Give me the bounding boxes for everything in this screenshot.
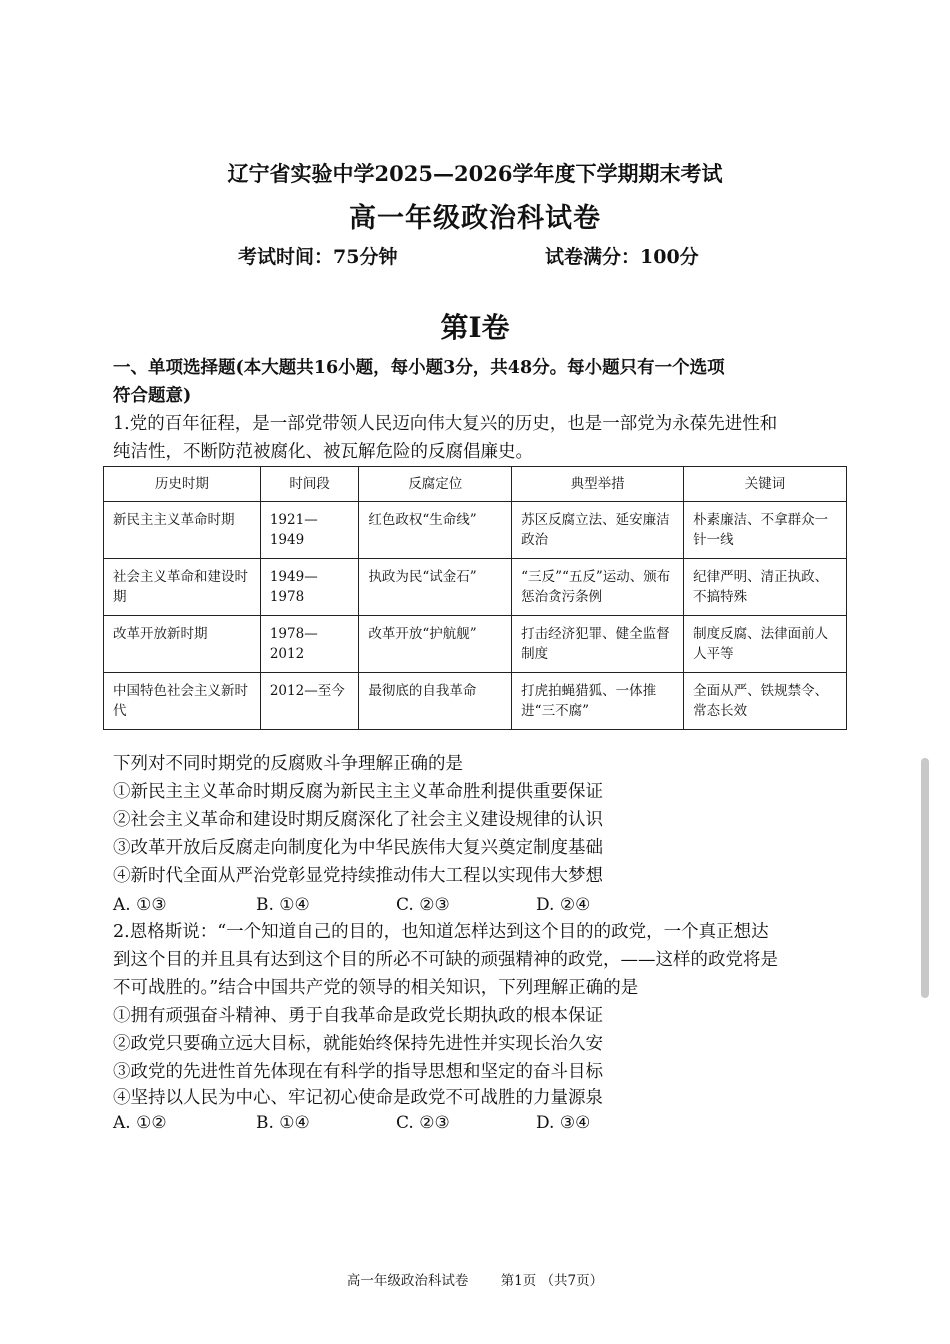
footer-paper-name: 高一年级政治科试卷 [346, 1273, 469, 1289]
table-cell: 制度反腐、法律面前人人平等 [684, 616, 847, 673]
choice-b[interactable]: B. ①④ [256, 895, 310, 915]
table-header-cell: 时间段 [260, 467, 359, 502]
section-heading-line2: 符合题意) [113, 386, 192, 406]
table-header-cell: 关键词 [684, 467, 847, 502]
table-cell: 新民主主义革命时期 [104, 502, 261, 559]
table-header-cell: 历史时期 [104, 467, 261, 502]
q1-question: 下列对不同时期党的反腐败斗争理解正确的是 [113, 754, 463, 774]
q1-option: ①新民主主义革命时期反腐为新民主主义革命胜利提供重要保证 [113, 782, 603, 802]
table-cell: “三反”“五反”运动、颁布惩治贪污条例 [512, 559, 684, 616]
exam-title: 辽宁省实验中学2025—2026学年度下学期期末考试 [227, 161, 723, 186]
q2-choices [113, 1110, 590, 1136]
choice-b[interactable]: B. ①④ [256, 1113, 310, 1133]
choice-d[interactable]: D. ②④ [536, 895, 591, 915]
q1-choices [113, 892, 590, 918]
choice-a[interactable]: A. ①③ [113, 895, 167, 915]
table-cell: 社会主义革命和建设时期 [104, 559, 261, 616]
q2-stem-line3: 不可战胜的。”结合中国共产党的领导的相关知识，下列理解正确的是 [113, 978, 639, 998]
table-cell: 执政为民“试金石” [359, 559, 512, 616]
q1-stem-line1: 1.党的百年征程，是一部党带领人民迈向伟大复兴的历史，也是一部党为永葆先进性和 [113, 414, 778, 434]
table-cell: 最彻底的自我革命 [359, 673, 512, 730]
q2-option: ①拥有顽强奋斗精神、勇于自我革命是政党长期执政的根本保证 [113, 1006, 603, 1026]
section-heading-line1: 一、单项选择题(本大题共16小题，每小题3分，共48分。每小题只有一个选项 [113, 358, 725, 378]
table-cell: 纪律严明、清正执政、不搞特殊 [684, 559, 847, 616]
table-cell: 改革开放“护航舰” [359, 616, 512, 673]
q1-option: ④新时代全面从严治党彰显党持续推动伟大工程以实现伟大梦想 [113, 866, 603, 886]
q1-option: ③改革开放后反腐走向制度化为中华民族伟大复兴奠定制度基础 [113, 838, 603, 858]
q1-option: ②社会主义革命和建设时期反腐深化了社会主义建设规律的认识 [113, 810, 603, 830]
q2-option: ②政党只要确立远大目标，就能始终保持先进性并实现长治久安 [113, 1034, 603, 1054]
volume-heading: 第Ⅰ卷 [440, 311, 510, 344]
anti-corruption-table [103, 466, 847, 730]
table-row [104, 502, 847, 559]
table-cell: 2012—至今 [260, 673, 359, 730]
table-row [104, 559, 847, 616]
q2-stem-line1: 2.恩格斯说：“一个知道自己的目的，也知道怎样达到这个目的的政党，一个真正想达 [113, 922, 769, 942]
table-row [104, 616, 847, 673]
table-header-row [104, 467, 847, 502]
q2-option: ③政党的先进性首先体现在有科学的指导思想和坚定的奋斗目标 [113, 1062, 603, 1082]
table-header-cell: 典型举措 [512, 467, 684, 502]
page-footer [0, 1269, 950, 1289]
q1-stem-line2: 纯洁性，不断防范被腐化、被瓦解危险的反腐倡廉史。 [113, 442, 533, 462]
table-cell: 朴素廉洁、不拿群众一针一线 [684, 502, 847, 559]
choice-a[interactable]: A. ①② [113, 1113, 167, 1133]
footer-page-number: 第1页 （共7页） [500, 1273, 604, 1289]
choice-c[interactable]: C. ②③ [396, 1113, 450, 1133]
choice-c[interactable]: C. ②③ [396, 895, 450, 915]
table-cell: 中国特色社会主义新时代 [104, 673, 261, 730]
table-row [104, 673, 847, 730]
table-cell: 1978—2012 [260, 616, 359, 673]
choice-d[interactable]: D. ③④ [536, 1113, 591, 1133]
exam-time: 考试时间：75分钟 [238, 246, 398, 268]
table-cell: 红色政权“生命线” [359, 502, 512, 559]
table-cell: 全面从严、铁规禁令、常态长效 [684, 673, 847, 730]
table-cell: 打虎拍蝇猎狐、一体推进“三不腐” [512, 673, 684, 730]
vertical-scrollbar[interactable] [921, 758, 929, 998]
table-cell: 打击经济犯罪、健全监督制度 [512, 616, 684, 673]
table-cell: 1949—1978 [260, 559, 359, 616]
paper-title: 高一年级政治科试卷 [349, 203, 601, 234]
table-cell: 改革开放新时期 [104, 616, 261, 673]
q2-stem-line2: 到这个目的并且具有达到这个目的所必不可缺的顽强精神的政党，——这样的政党将是 [113, 950, 778, 970]
q2-option: ④坚持以人民为中心、牢记初心使命是政党不可战胜的力量源泉 [113, 1088, 603, 1108]
full-score: 试卷满分：100分 [545, 246, 699, 268]
table-cell: 1921—1949 [260, 502, 359, 559]
table-header-cell: 反腐定位 [359, 467, 512, 502]
table-cell: 苏区反腐立法、延安廉洁政治 [512, 502, 684, 559]
